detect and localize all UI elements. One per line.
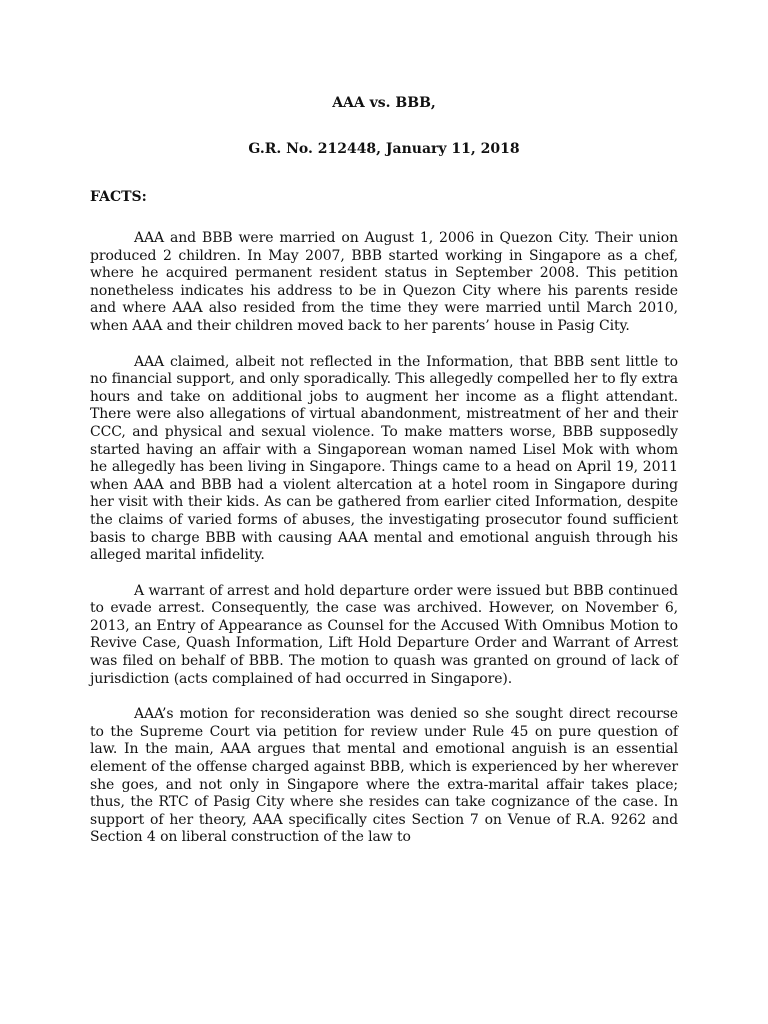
case-title: AAA vs. BBB, [332,95,436,111]
section-heading-facts: FACTS: [90,189,147,205]
paragraph-1: AAA and BBB were married on August 1, 2006 in Quezon City. Their union produced 2 children. In May 2007, BBB started working in Singapore as a chef, where he acquired permanent resident status in September 2008. This petition nonetheless indicates his address to be in Quezon City where his parents reside and where AAA also resided from the time they were married until March 2010, when AAA and their children moved back to her parents’ house in Pasig City. [90,230,678,334]
case-number: G.R. No. 212448, January 11, 2018 [248,141,520,157]
paragraph-3: A warrant of arrest and hold departure order were issued but BBB continued to evade arrest. Consequently, the case was archived. However, on November 6, 2013, an Entry of Appearance as Counsel for the Accused With Omnibus Motion to Revive Case, Quash Information, Lift Hold Departure Order and Warrant of Arrest was filed on behalf of BBB. The motion to quash was granted on ground of lack of jurisdiction (acts complained of had occurred in Singapore). [90,582,678,687]
paragraph-2: AAA claimed, albeit not reflected in the Information, that BBB sent little to no financial support, and only sporadically. This allegedly compelled her to fly extra hours and take on additional jobs to augment her income as a flight attendant. There were also allegations of virtual abandonment, mistreatment of her and their CCC, and physical and sexual violence. To make matters worse, BBB supposedly started having an affair with a Singaporean woman named Lisel Mok with whom he allegedly has been living in Singapore. Things came to a head on April 19, 2011 when AAA and BBB had a violent altercation at a hotel room in Singapore during her visit with their kids. As can be gathered from earlier cited Information, despite the claims of varied forms of abuses, the investigating prosecutor found sufficient basis to charge BBB with causing AAA mental and emotional anguish through his alleged marital infidelity. [90,353,678,564]
paragraph-4: AAA’s motion for reconsideration was denied so she sought direct recourse to the Supreme Court via petition for review under Rule 45 on pure question of law. In the main, AAA argues that mental and emotional anguish is an essential element of the offense charged against BBB, which is experienced by her wherever she goes, and not only in Singapore where the extra-marital affair takes place; thus, the RTC of Pasig City where she resides can take cognizance of the case. In support of her theory, AAA specifically cites Section 7 on Venue of R.A. 9262 and Section 4 on liberal construction of the law to [90,706,678,846]
